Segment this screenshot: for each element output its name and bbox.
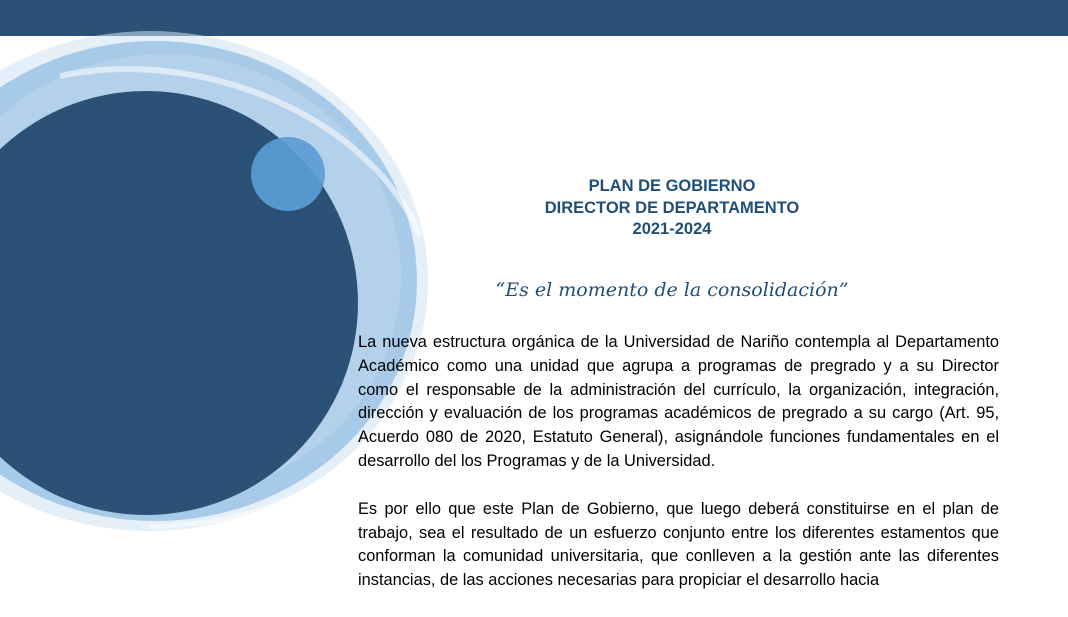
title-line-plan: PLAN DE GOBIERNO [588,177,756,195]
paragraph: La nueva estructura orgánica de la Universidad de Nariño contempla al Departamento Académico como una unidad que agrupa a programas de pregrado y a su Director como el responsable de la administración del currículo, la organización, integración, dirección y evaluación de los programas académicos de pregrado a su cargo (Art. 95, Acuerdo 080 de 2020, Estatuto General), asignándole funciones fundamentales en el desarrollo del los Programas y de la Universidad. [358,333,999,470]
header-band [0,0,1068,36]
accent-circle [251,137,325,211]
document-title-block [372,176,972,241]
slogan-quote: “Es el momento de la consolidación” [495,279,849,301]
title-line-director: DIRECTOR DE DEPARTAMENTO [544,198,800,217]
paragraph: Es por ello que este Plan de Gobierno, que luego deberá constituirse en el plan de trabajo, sea el resultado de un esfuerzo conjunto entre los diferentes estamentos que conforman la comunidad universitaria, que conlleven a la gestión ante las diferentes instancias, de las acciones necesarias para propiciar el desarrollo hacia [358,499,999,590]
title-line-years: 2021-2024 [632,220,712,238]
body-text [358,331,999,617]
